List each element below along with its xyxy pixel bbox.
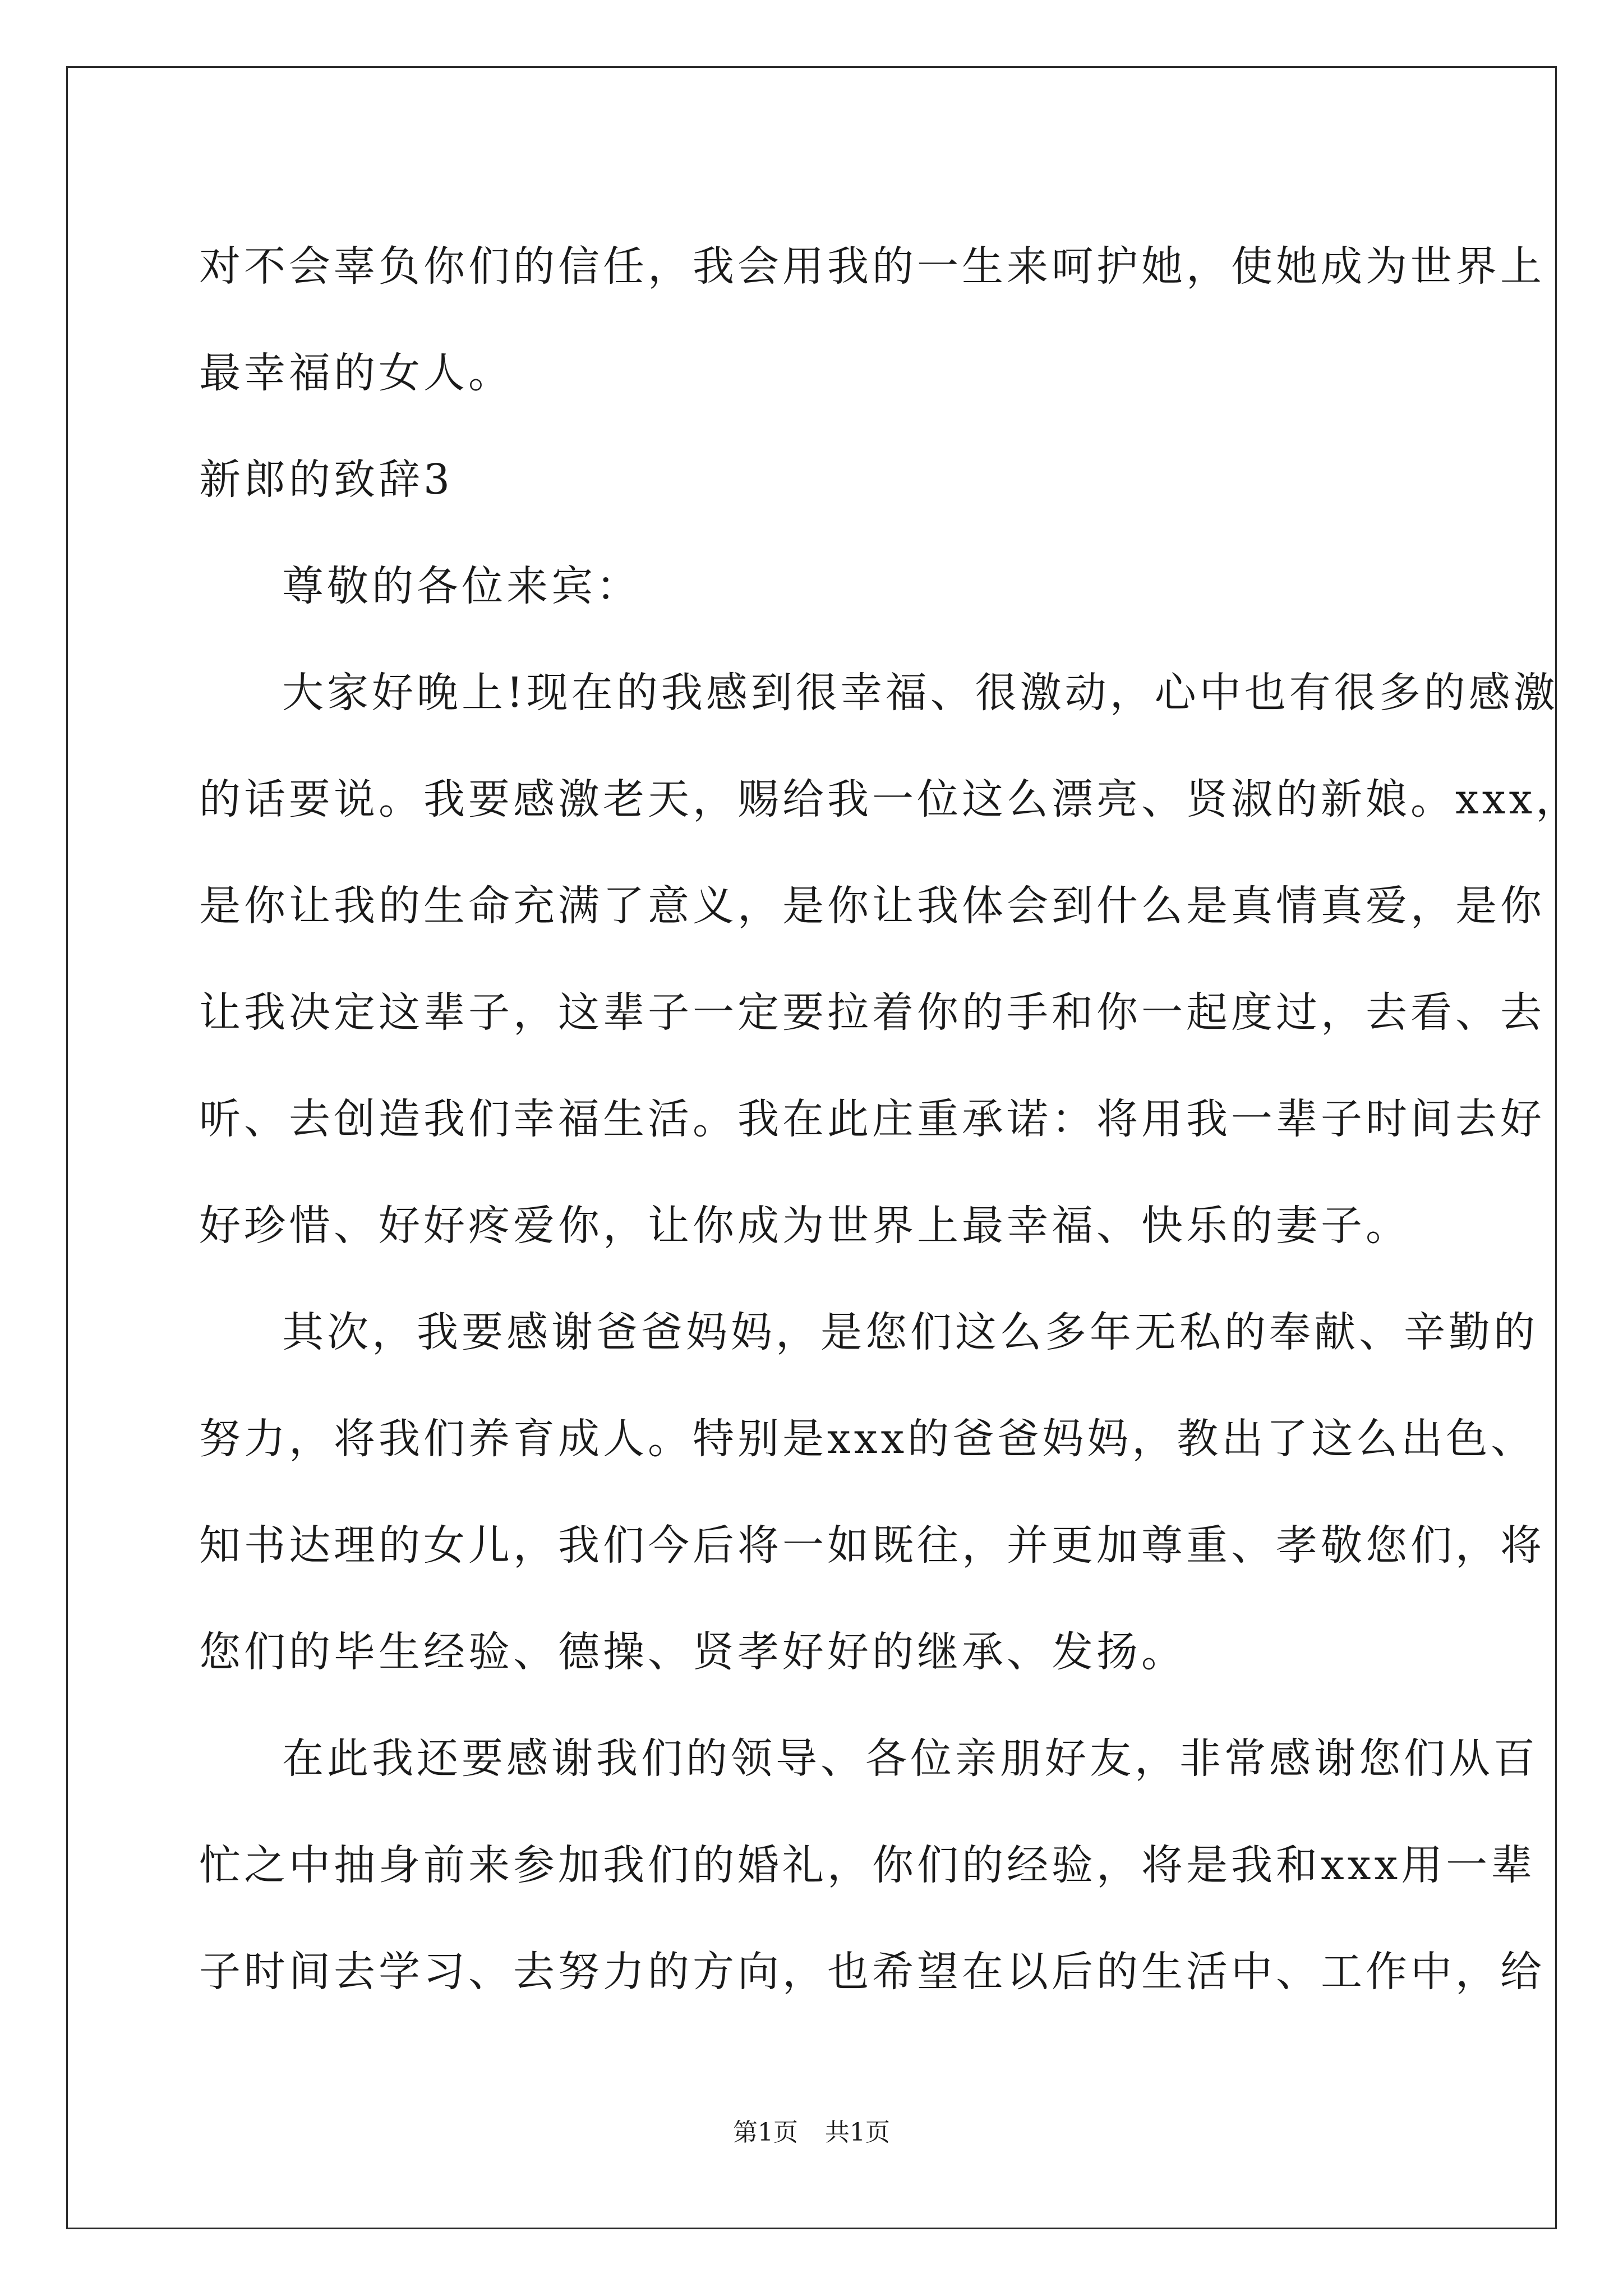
text-line-2: 最幸福的女人。	[199, 349, 513, 397]
text-line-7: 是你让我的生命充满了意义，是你让我体会到什么是真情真爱，是你	[199, 882, 1545, 930]
text-line-14: 您们的毕生经验、德操、贤孝好好的继承、发扬。	[199, 1628, 1186, 1676]
text-line-8: 让我决定这辈子，这辈子一定要拉着你的手和你一起度过，去看、去	[199, 988, 1545, 1037]
text-line-10: 好珍惜、好好疼爱你，让你成为世界上最幸福、快乐的妻子。	[199, 1202, 1410, 1250]
salutation: 尊敬的各位来宾：	[282, 562, 641, 610]
text-line-12: 努力，将我们养育成人。特别是xxx的爸爸妈妈，教出了这么出色、	[199, 1415, 1536, 1463]
text-line-17: 子时间去学习、去努力的方向，也希望在以后的生活中、工作中，给	[199, 1948, 1545, 1996]
page-number-current: 第1页	[733, 2118, 798, 2147]
text-line-15: 在此我还要感谢我们的领导、各位亲朋好友，非常感谢您们从百	[282, 1734, 1538, 1783]
text-line-1: 对不会辜负你们的信任，我会用我的一生来呵护她，使她成为世界上	[199, 242, 1545, 291]
text-line-5: 大家好晚上!现在的我感到很幸福、很激动，心中也有很多的感激	[282, 669, 1559, 717]
text-line-9: 听、去创造我们幸福生活。我在此庄重承诺：将用我一辈子时间去好	[199, 1095, 1545, 1143]
text-line-11: 其次，我要感谢爸爸妈妈，是您们这么多年无私的奉献、辛勤的	[282, 1308, 1538, 1356]
document-body	[199, 213, 1581, 2025]
section-heading: 新郎的致辞3	[199, 455, 454, 504]
page-footer	[0, 2112, 1623, 2148]
text-line-13: 知书达理的女儿，我们今后将一如既往，并更加尊重、孝敬您们，将	[199, 1521, 1545, 1570]
page-number-total: 共1页	[825, 2118, 890, 2147]
text-line-6: 的话要说。我要感激老天，赐给我一位这么漂亮、贤淑的新娘。xxx，	[199, 775, 1581, 823]
text-line-16: 忙之中抽身前来参加我们的婚礼，你们的经验，将是我和xxx用一辈	[199, 1841, 1536, 1889]
